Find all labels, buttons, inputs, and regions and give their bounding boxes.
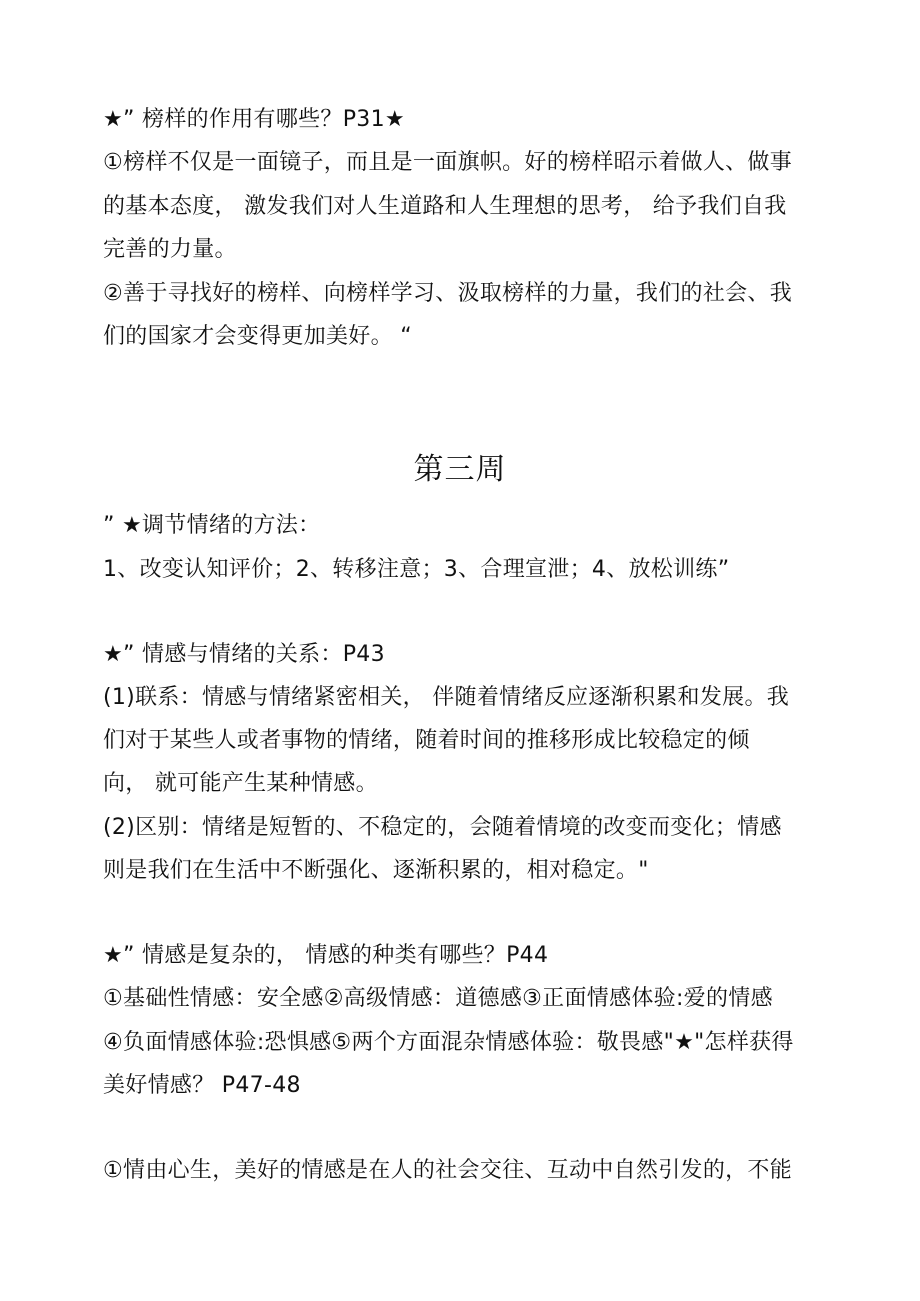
paragraph-line: 们对于某些人或者事物的情绪，随着时间的推移形成比较稳定的倾 — [103, 728, 750, 753]
paragraph-line: 的基本态度， 激发我们对人生道路和人生理想的思考， 给予我们自我 — [103, 194, 787, 219]
section-title-feeling-emotion-relation: ★” 情感与情绪的关系：P43 — [103, 642, 385, 667]
paragraph-line: ①基础性情感：安全感②高级情感：道德感③正面情感体验:爱的情感 — [103, 986, 773, 1011]
paragraph-line: 们的国家才会变得更加美好。 “ — [103, 324, 412, 349]
paragraph-line: (1)联系：情感与情绪紧密相关， 伴随着情绪反应逐渐积累和发展。我 — [103, 685, 790, 710]
paragraph-line: 则是我们在生活中不断强化、逐渐积累的，相对稳定。" — [103, 858, 649, 883]
paragraph-line: ④负面情感体验:恐惧感⑤两个方面混杂情感体验：敬畏感"★"怎样获得 — [103, 1030, 794, 1055]
paragraph-line: ②善于寻找好的榜样、向榜样学习、汲取榜样的力量，我们的社会、我 — [103, 281, 793, 306]
paragraph-line: ①情由心生，美好的情感是在人的社会交往、互动中自然引发的，不能 — [103, 1158, 793, 1183]
week-heading: 第三周 — [413, 452, 507, 487]
paragraph-line: 完善的力量。 — [103, 237, 237, 262]
section-title-feeling-types: ★” 情感是复杂的， 情感的种类有哪些？P44 — [103, 943, 549, 968]
paragraph-line: ①榜样不仅是一面镜子，而且是一面旗帜。好的榜样昭示着做人、做事 — [103, 150, 793, 175]
section-title-emotion-regulation: ” ★调节情绪的方法： — [103, 513, 321, 538]
paragraph-line: (2)区别：情绪是短暂的、不稳定的，会随着情境的改变而变化；情感 — [103, 815, 782, 840]
section-title-role-model: ★” 榜样的作用有哪些？P31★ — [103, 107, 405, 132]
paragraph-line: 1、改变认知评价；2、转移注意；3、合理宣泄；4、放松训练” — [103, 557, 730, 582]
paragraph-line: 向， 就可能产生某种情感。 — [103, 771, 378, 796]
paragraph-line: 美好情感？ P47-48 — [103, 1073, 301, 1098]
